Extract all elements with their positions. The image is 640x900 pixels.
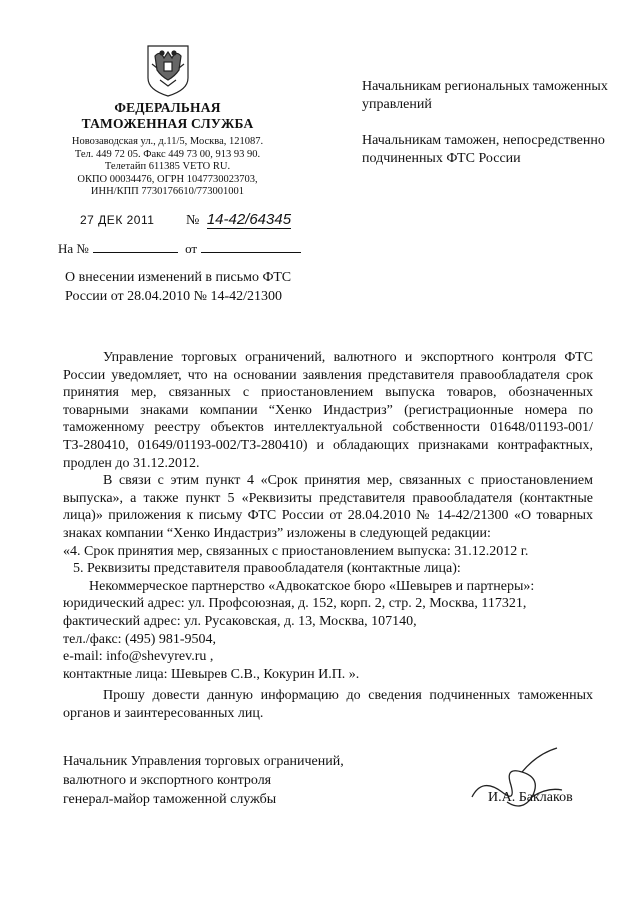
letter-subject: О внесении изменений в письмо ФТС России от 28.04.2010 № 14-42/21300 [65,270,292,304]
reference-from-label: от [185,241,198,256]
signatory-position [63,752,383,809]
organization-title [60,100,275,132]
reference-date-line [201,242,301,253]
address-line: ИНН/КПП 7730176610/773001001 [90,186,245,197]
organization-address [60,136,275,199]
recipient: Начальникам таможен, непосредственно подчиненных ФТС России [362,133,605,166]
recipient: Начальникам региональных таможенных управлений [362,79,608,112]
emblem-icon [142,40,194,98]
body-paragraph: e-mail: info@shevyrev.ru , [63,649,214,665]
position-line: валютного и экспортного контроля [63,773,272,788]
address-line: Тел. 449 72 05. Факс 449 73 00, 913 93 90. [74,148,261,160]
handwritten-signature-icon [462,742,572,822]
body-paragraph: фактический адрес: ул. Русаковская, д. 13, Москва, 107140, [63,613,417,629]
reference-number-label: На № [58,241,89,256]
body-paragraph: контактные лица: Шевырев С.В., Кокурин И.П. ». [63,666,360,682]
position-line: генерал-майор таможенной службы [63,792,277,807]
address-line: Телетайп 611385 VETO RU. [104,161,231,172]
org-title-line2: ТАМОЖЕННАЯ СЛУЖБА [81,116,254,131]
body-paragraph: Некоммерческое партнерство «Адвокатское бюро «Шевырев и партнеры»: [89,578,535,594]
body-paragraph: Управление торговых ограничений, валютного и экспортного контроля ФТС России уведомляет, что на основании заявления представителя правообладателя срок принятия мер, связанных с приостановлением выпуска товаров, обозначенных товарными знаками компании “Хенко Индастриз” (регистрационные номера по таможенному реестру объектов интеллектуальной собственности 01648/01193-001/ТЗ-280410, 01649/01193-002/ТЗ-280410) и обладающих признаками контрафактных, продлен до 31.12.2012. [63,350,593,471]
body-paragraph: юридический адрес: ул. Профсоюзная, д. 152, корп. 2, стр. 2, Москва, 117321, [63,596,527,612]
recipients-block [362,78,612,186]
reference-row [58,241,301,257]
body-paragraph: «4. Срок принятия мер, связанных с приостановлением выпуска: 31.12.2012 г. [63,543,529,559]
registration-number-label: № [185,213,200,228]
reference-number-line [93,242,178,253]
body-paragraph: 5. Реквизиты представителя правообладателя (контактные лица): [73,561,461,577]
body-paragraph: тел./факс: (495) 981-9504, [63,631,217,647]
registration-number: 14-42/64345 [206,211,292,228]
address-line: Новозаводская ул., д.11/5, Москва, 121087. [71,136,264,147]
org-title-line1: ФЕДЕРАЛЬНАЯ [114,100,221,115]
registration-row [80,211,291,229]
position-line: Начальник Управления торговых ограничений, [63,754,344,769]
signatory-name: И.А. Баклаков [488,790,573,805]
body-paragraph: Прошу довести данную информацию до сведения подчиненных таможенных органов и заинтересованных лиц. [63,688,593,721]
address-line: ОКПО 00034476, ОГРН 1047730023703, [77,173,258,185]
registration-date: 27 ДЕК 2011 [80,213,155,227]
letter-body [63,349,593,722]
body-paragraph: В связи с этим пункт 4 «Срок принятия мер, связанных с приостановлением выпуска», а также пункт 5 «Реквизиты представителя правообладателя (контактные лица)» приложения к письму ФТС России от 28.04.2010 № 14-42/21300 «О товарных знаках компании “Хенко Индастриз” изложены в следующей редакции: [63,473,593,541]
